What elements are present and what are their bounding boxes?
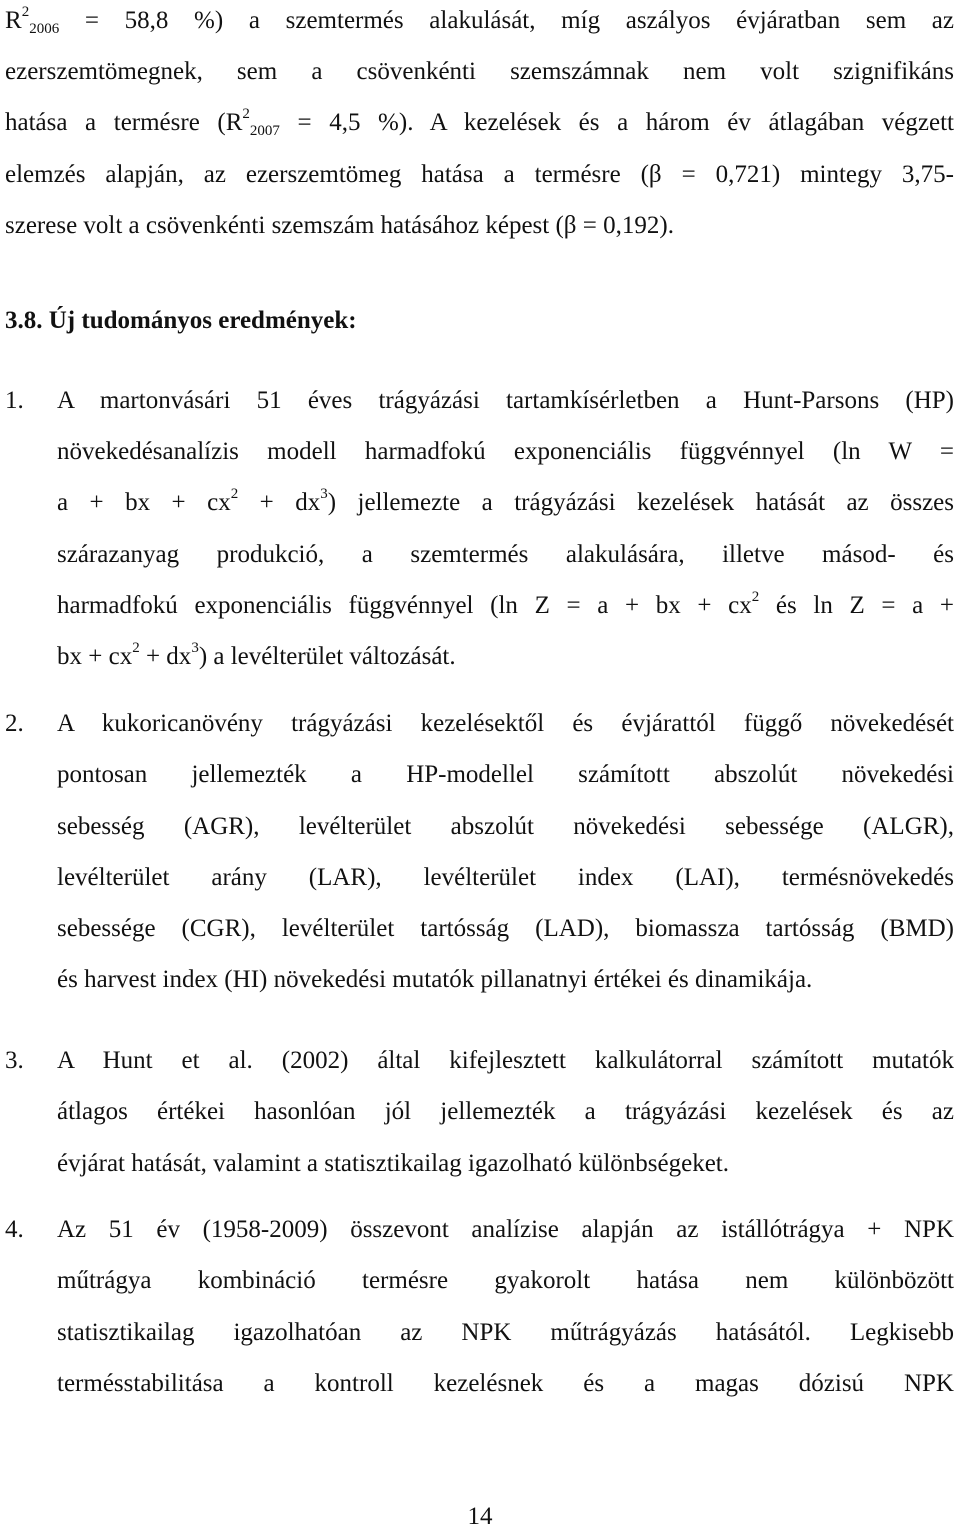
item-3-line-3: évjárat hatását, valamint a statisztikailag igazolható különbségeket. [57,1150,729,1177]
text: hatása a termésre (R [5,109,243,136]
superscript: 2 [21,4,30,20]
superscript: 2 [242,106,250,122]
item-4-line-1: Az 51 év (1958-2009) összevont analízise alapján az istállótrágya + NPK [57,1216,954,1243]
item-2-line-5: sebessége (CGR), levélterület tartósság (LAD), biomassza tartósság (BMD) [57,915,954,942]
intro-line-2: ezerszemtömegnek, sem a csövenkénti szemszámnak nem volt szignifikáns [5,58,954,85]
text: harmadfokú exponenciális függvénnyel (ln Z = a + bx + cx [57,592,752,619]
item-1-line-4: szárazanyag produkció, a szemtermés alakulására, illetve másod- és [57,541,954,568]
item-2-line-1: A kukoricanövény trágyázási kezelésektől és évjárattól függő növekedését [57,710,954,737]
intro-line-5: szerese volt a csövenkénti szemszám hatásához képest (β = 0,192). [5,212,674,239]
text: a + bx + cx [57,489,231,516]
item-4-number: 4. [5,1216,24,1243]
superscript: 3 [191,640,199,656]
superscript: 2 [230,486,239,502]
item-2-line-2: pontosan jellemezték a HP-modellel számított abszolút növekedési [57,761,954,788]
intro-line-4: elemzés alapján, az ezerszemtömeg hatása a termésre (β = 0,721) mintegy 3,75- [5,161,954,188]
item-4-line-3: statisztikailag igazolhatóan az NPK műtrágyázás hatásától. Legkisebb [57,1319,954,1346]
subscript: 2007 [249,123,280,139]
text: R [5,7,22,34]
item-2-line-4: levélterület arány (LAR), levélterület index (LAI), termésnövekedés [57,864,954,891]
item-1-line-1: A martonvásári 51 éves trágyázási tartamkísérletben a Hunt-Parsons (HP) [57,387,954,414]
item-3-number: 3. [5,1047,24,1074]
item-1-line-5 [57,591,954,624]
superscript: 2 [751,589,760,605]
text: bx + cx [57,643,133,670]
superscript: 3 [320,486,328,502]
subscript: 2006 [29,21,60,37]
item-2-line-6: és harvest index (HI) növekedési mutatók pillanatnyi értékei és dinamikája. [57,966,813,993]
item-1-line-2: növekedésanalízis modell harmadfokú exponenciális függvénnyel (ln W = [57,438,954,465]
item-1-number: 1. [5,387,24,414]
item-2-line-3: sebesség (AGR), levélterület abszolút növekedési sebessége (ALGR), [57,813,954,840]
text: + dx [139,643,192,670]
text: + dx [238,489,321,516]
text: ) jellemezte a trágyázási kezelések hatását az összes [327,489,954,516]
text: = 4,5 %). A kezelések és a három év átlagában végzett [279,109,954,136]
intro-line-3 [5,108,954,141]
superscript: 2 [132,640,140,656]
item-1-line-6 [57,642,954,675]
page-number: 14 [467,1503,493,1530]
section-heading: 3.8. Új tudományos eredmények: [5,307,357,334]
intro-line-1 [5,6,954,39]
item-4-line-4: termésstabilitása a kontroll kezelésnek és a magas dózisú NPK [57,1370,954,1397]
item-3-line-1: A Hunt et al. (2002) által kifejlesztett kalkulátorral számított mutatók [57,1047,954,1074]
item-4-line-2: műtrágya kombináció termésre gyakorolt hatása nem különbözött [57,1267,954,1294]
item-3-line-2: átlagos értékei hasonlóan jól jellemezték a trágyázási kezelések és az [57,1098,954,1125]
item-2-number: 2. [5,710,24,737]
text: = 58,8 %) a szemtermés alakulását, míg aszályos évjáratban sem az [59,7,954,34]
text: ) a levélterület változását. [198,643,456,670]
item-1-line-3 [57,488,954,521]
text: és ln Z = a + [759,592,954,619]
